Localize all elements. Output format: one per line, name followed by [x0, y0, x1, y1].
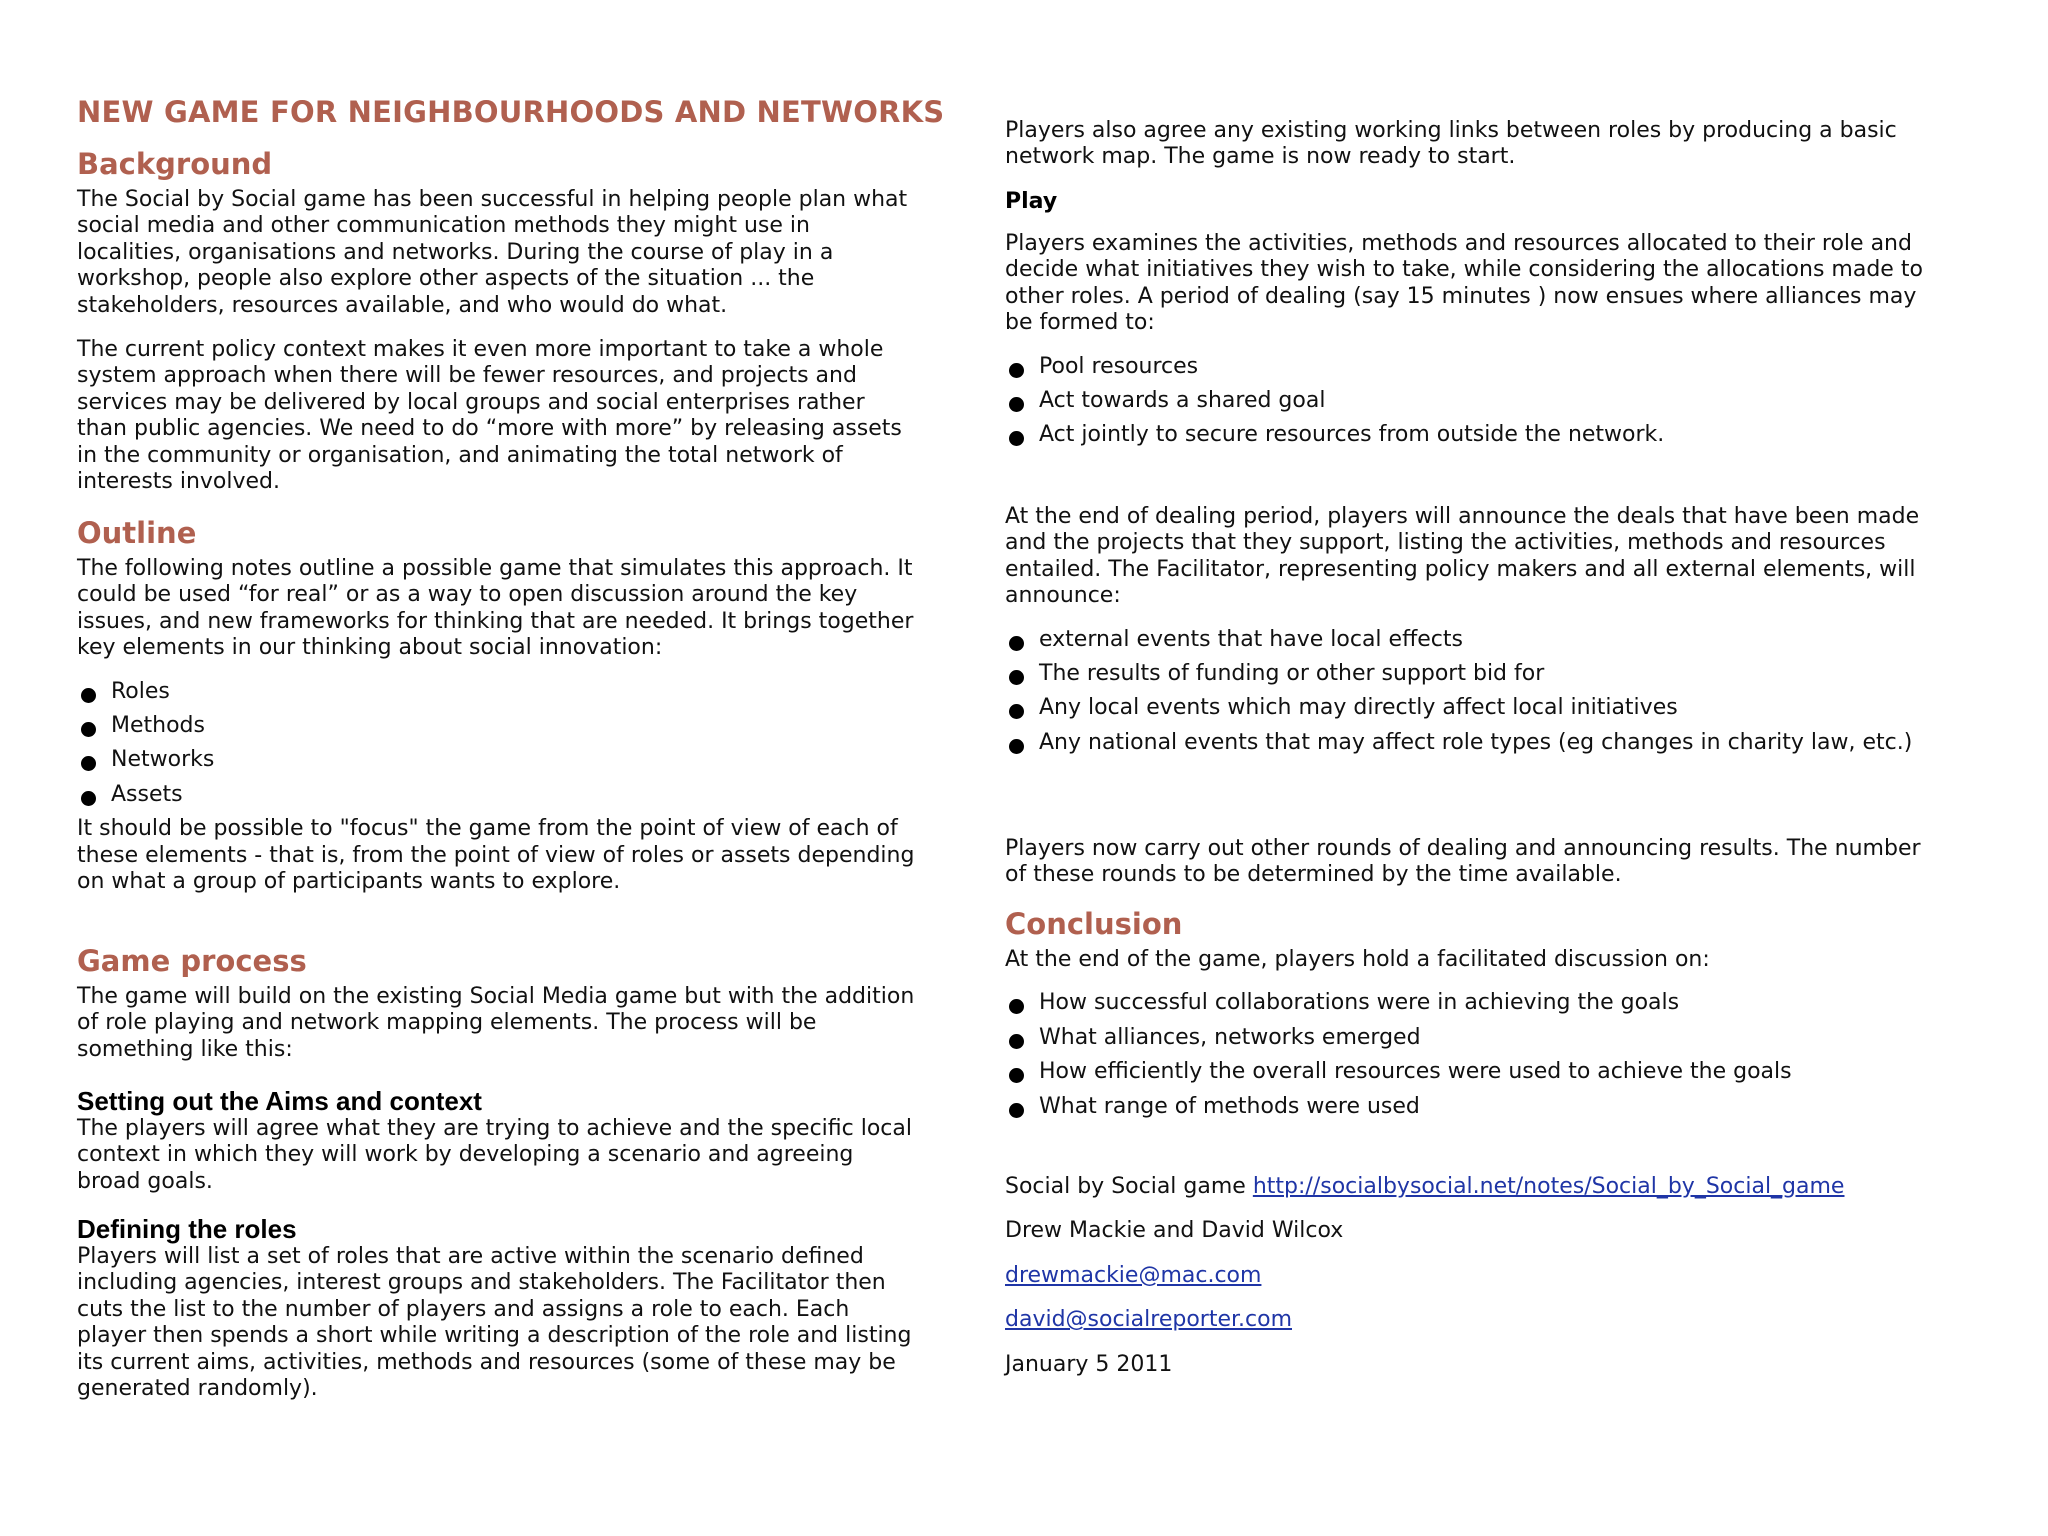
list-item: Pool resources — [1005, 354, 1945, 380]
game-label: Social by Social game — [1005, 1174, 1246, 1199]
conclusion-section — [1005, 905, 1945, 1128]
play-heading: Play — [1005, 189, 1058, 214]
aims-heading: Setting out the Aims and context — [77, 1086, 482, 1116]
outline-paragraph-1: The following notes outline a possible game that simulates this approach. It could be used “for real” or as a way to open discussion around the key issues, and new frameworks for thinking that are needed. It brings together key elements in our thinking about social innovation: — [77, 556, 914, 661]
elements-list — [77, 679, 917, 809]
game-link[interactable]: http://socialbysocial.net/notes/Social_by_Social_game — [1252, 1174, 1845, 1199]
conclusion-list — [1005, 990, 1945, 1120]
game-process-paragraph: The game will build on the existing Social Media game but with the addition of role playing and network mapping elements. The process will be something like this: — [77, 984, 915, 1062]
list-item: external events that have local effects — [1005, 627, 1945, 653]
outline-heading: Outline — [77, 516, 197, 550]
intro-paragraph: Players also agree any existing working links between roles by producing a basic network map. The game is now ready to start. — [1005, 118, 1897, 170]
list-item: Networks — [77, 747, 917, 773]
email-link-1[interactable]: drewmackie@mac.com — [1005, 1262, 1262, 1288]
footer-block — [1005, 1174, 1945, 1378]
document-date: January 5 2011 — [1005, 1351, 1173, 1377]
outline-section — [77, 514, 917, 895]
outline-paragraph-2: It should be possible to "focus" the game from the point of view of each of these elements - that is, from the point of view of roles or assets depending on what a group of participants wants to explore. — [77, 816, 915, 895]
roles-subsection — [77, 1214, 917, 1402]
list-item: Any national events that may affect role types (eg changes in charity law, etc.) — [1005, 730, 1945, 756]
list-item: The results of funding or other support bid for — [1005, 661, 1945, 687]
roles-paragraph: Players will list a set of roles that are active within the scenario defined including agencies, interest groups and stakeholders. The Facilitator then cuts the list to the number of players and assigns a role to each. Each player then spends a short while writing a description of the role and listing its current aims, activities, methods and resources (some of these may be generated randomly). — [77, 1244, 912, 1402]
play-paragraph-3: Players now carry out other rounds of dealing and announcing results. The number of these rounds to be determined by the time available. — [1005, 836, 1921, 888]
roles-heading: Defining the roles — [77, 1214, 297, 1244]
play-section — [1005, 187, 1945, 457]
list-item: Act towards a shared goal — [1005, 388, 1945, 414]
background-paragraph-1: The Social by Social game has been successful in helping people plan what social media and other communication methods they might use in localities, organisations and networks. During the course of play in a workshop, people also explore other aspects of the situation ... the stakeholders, resources available, and who would do what. — [77, 187, 908, 318]
play-paragraph-2: At the end of dealing period, players will announce the deals that have been made and the projects that they support, listing the activities, methods and resources entailed. The Facilitator, representing policy makers and all external elements, will announce: — [1005, 504, 1920, 609]
list-item: How successful collaborations were in achieving the goals — [1005, 990, 1945, 1016]
email-2-line — [1005, 1307, 1945, 1333]
background-heading: Background — [77, 147, 273, 181]
conclusion-paragraph: At the end of the game, players hold a facilitated discussion on: — [1005, 947, 1710, 972]
background-section — [77, 145, 917, 495]
document-title: NEW GAME FOR NEIGHBOURHOODS AND NETWORKS — [77, 95, 945, 129]
game-process-heading: Game process — [77, 944, 307, 978]
authors: Drew Mackie and David Wilcox — [1005, 1218, 1344, 1244]
aims-subsection — [77, 1086, 917, 1195]
list-item: Act jointly to secure resources from outside the network. — [1005, 422, 1945, 448]
list-item: What alliances, networks emerged — [1005, 1025, 1945, 1051]
aims-paragraph: The players will agree what they are trying to achieve and the specific local context in which they will work by developing a scenario and agreeing broad goals. — [77, 1116, 913, 1194]
conclusion-heading: Conclusion — [1005, 907, 1183, 941]
list-item: Assets — [77, 782, 917, 808]
list-item: Methods — [77, 713, 917, 739]
game-process-section — [77, 942, 917, 1063]
email-1-line — [1005, 1263, 1945, 1289]
announce-block — [1005, 504, 1945, 764]
announce-list — [1005, 627, 1945, 757]
play-paragraph-1: Players examines the activities, methods and resources allocated to their role and decide what initiatives they wish to take, while considering the allocations made to other roles. A period of dealing (say 15 minutes ) now ensues where alliances may be formed to: — [1005, 231, 1923, 336]
list-item: Roles — [77, 679, 917, 705]
background-paragraph-2: The current policy context makes it even more important to take a whole system approach when there will be fewer resources, and projects and services may be delivered by local groups and social enterprises rather than public agencies. We need to do “more with more” by releasing assets in the community or organisation, and animating the total network of interests involved. — [77, 337, 902, 495]
alliance-list — [1005, 354, 1945, 449]
list-item: How efficiently the overall resources were used to achieve the goals — [1005, 1059, 1945, 1085]
rounds-block — [1005, 836, 1945, 889]
game-reference — [1005, 1174, 1945, 1200]
list-item: Any local events which may directly affect local initiatives — [1005, 695, 1945, 721]
intro-block — [1005, 118, 1945, 171]
list-item: What range of methods were used — [1005, 1094, 1945, 1120]
email-link-2[interactable]: david@socialreporter.com — [1005, 1307, 1292, 1333]
